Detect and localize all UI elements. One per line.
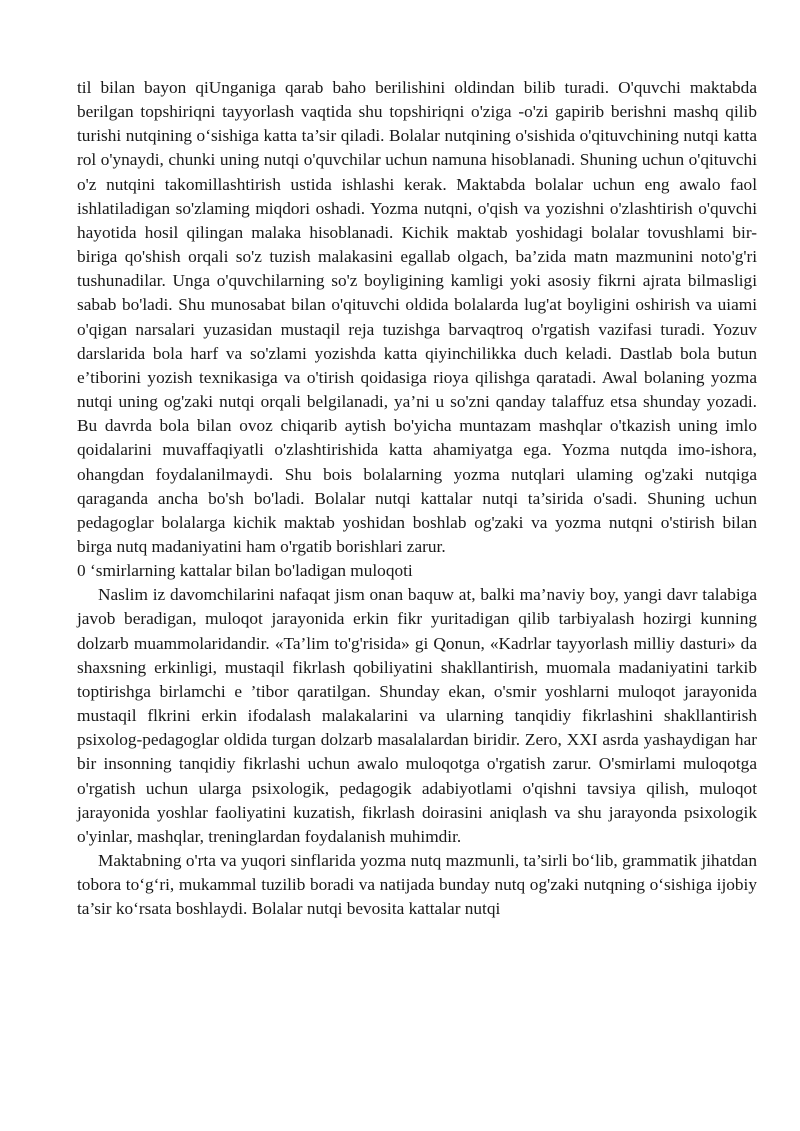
section-heading: 0 ‘smirlarning kattalar bilan bo'ladigan muloqoti (77, 561, 413, 581)
body-paragraph-2: Naslim iz davomchilarini nafaqat jism onan baquw at, balki ma’naviy boy, yangi davr talabiga javob beradigan, muloqot jarayonida erkin fikr yuritadigan qilib tarbiyalash hozirgi kunning dolzarb muammolaridandir. «Ta’lim to'g'risida» gi Qonun, «Kadrlar tayyorlash milliy dasturi» da shaxsning erkinligi, mustaqil fikrlash qobiliyatini shakllantirish, muomala madaniyatini tarkib toptirishga birlamchi e ’tibor qaratilgan. Shunday ekan, o'smir yoshlarni muloqot jarayonida mustaqil flkrini erkin ifodalash malakalarini va ularning tanqidiy fikrlashini shakllantirish psixolog-pedagoglar oldida turgan dolzarb masalalardan biridir. Zero, XXI asrda yashaydigan har bir insonning tanqidiy fikrlashi uchun awalo muloqotga o'rgatish zarur. O'smirlami muloqotga o'rgatish uchun ularga psixologik, pedagogik adabiyotlami o'qishni tavsiya qilish, muloqot jarayonida yoshlar faoliyatini kuzatish, fikrlash doirasini aniqlash va shu jarayonda psixologik o'yinlar, mashqlar, treninglardan foydalanish muhimdir. (77, 585, 757, 846)
body-paragraph-1: til bilan bayon qiUnganiga qarab baho berilishini oldindan bilib turadi. O'quvchi maktabda berilgan topshiriqni tayyorlash vaqtida shu topshiriqni o'ziga -o'zi gapirib berishni mashq qilib turishi nutqining o‘sishiga katta ta’sir qiladi. Bolalar nutqining o'sishida o'qituvchining nutqi katta rol o'ynaydi, chunki uning nutqi o'quvchilar uchun namuna hisoblanadi. Shuning uchun o'qituvchi o'z nutqini takomillashtirish ustida ishlashi kerak. Maktabda bolalar uchun eng awalo faol ishlatiladigan so'zlaming miqdori oshadi. Yozma nutqni, o'qish va yozishni o'zlashtirish o'quvchi hayotida hosil qilingan malaka hisoblanadi. Kichik maktab yoshidagi bolalar tovushlami bir-biriga qo'shish orqali so'z tuzish malakasini egallab olgach, ba’zida matn mazmunini noto'g'ri tushunadilar. Unga o'quvchilarning so'z boyligining kamligi yoki asosiy fikrni ajrata bilmasligi sabab bo'ladi. Shu munosabat bilan o'qituvchi oldida bolalarda lug'at boyligini oshirish va uiami o'qigan narsalari yuzasidan mustaqil reja tuzishga barvaqtroq o'rgatish vazifasi turadi. Yozuv darslarida bola harf va so'zlami yozishda katta qiyinchilikka duch keladi. Dastlab bola butun e’tiborini yozish texnikasiga va o'tirish qoidasiga rioya qilishga qaratadi. Awal bolaning yozma nutqi uning og'zaki nutqi orqali belgilanadi, ya’ni u so'zni qanday talaffuz etsa shunday yozadi. Bu davrda bola bilan ovoz chiqarib aytish bo'yicha muntazam mashqlar o'tkazish uning imlo qoidalarini muvaffaqiyatli o'zlashtirishida katta ahamiyatga ega. Yozma nutqda imo-ishora, ohangdan foydalanilmaydi. Shu bois bolalarning yozma nutqlari ulaming og'zaki nutqiga qaraganda ancha bo'sh bo'ladi. Bolalar nutqi kattalar nutqi ta’sirida o'sadi. Shuning uchun pedagoglar bolalarga kichik maktab yoshidan boshlab og'zaki va yozma nutqni o'stirish bilan birga nutq madaniyatini ham o'rgatib borishlari zarur. (77, 78, 757, 556)
body-paragraph-3: Maktabning o'rta va yuqori sinflarida yozma nutq mazmunli, ta’sirli bo‘lib, grammatik jihatdan tobora to‘g‘ri, mukammal tuzilib boradi va natijada bunday nutq og'zaki nutqning o‘sishiga ijobiy ta’sir ko‘rsata boshlaydi. Bolalar nutqi bevosita kattalar nutqi (77, 851, 757, 919)
document-page (77, 76, 757, 921)
